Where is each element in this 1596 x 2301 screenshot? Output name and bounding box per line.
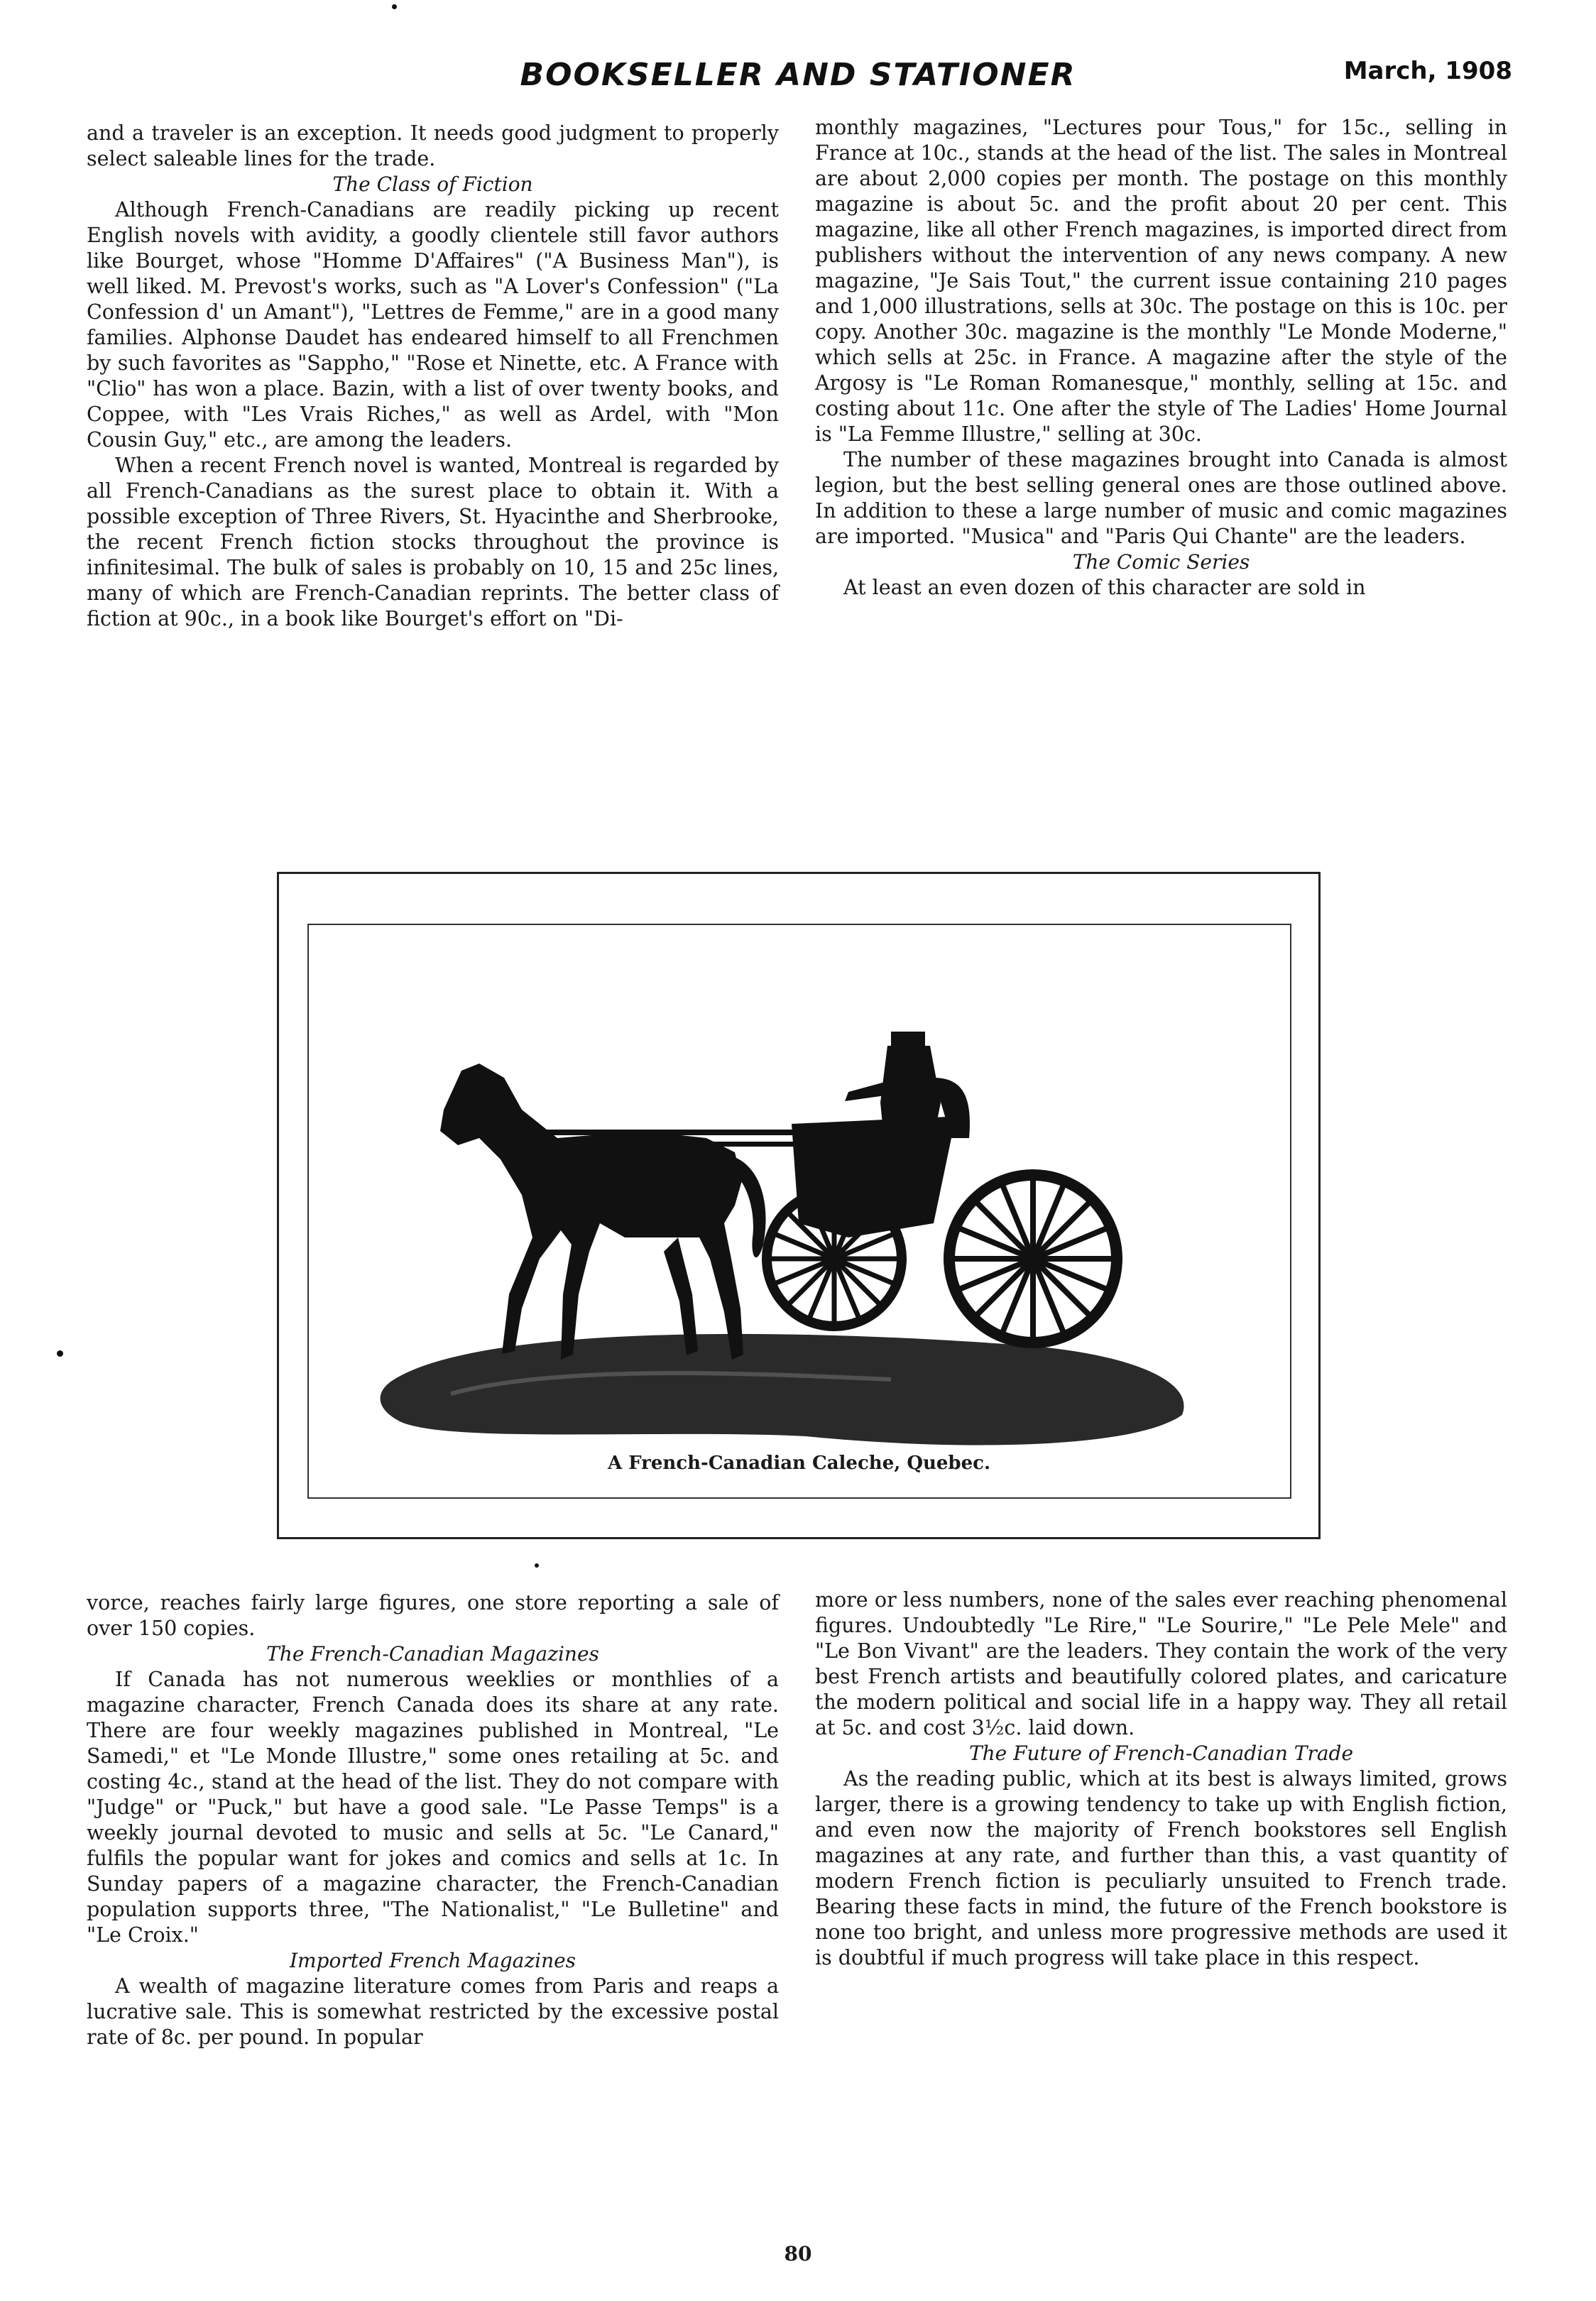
figure-photo (307, 924, 1291, 1499)
section-heading: The Future of French-Canadian Trade (968, 1742, 1354, 1765)
paragraph: more or less numbers, none of the sales ever reaching phenomenal figures. Undoubtedly "Le Rire," "Le Sourire," "Le Pele Mele" and "Le Bon Vivant" are the leaders. They contain the work of the very best French artists and beautifully colored plates, and caricature the modern political and social life in a happy way. They all retail at 5c. and cost 3½c. laid down. (815, 1588, 1507, 1739)
paragraph: When a recent French novel is wanted, Montreal is regarded by all French-Canadians as the surest place to obtain it. With a possible exception of Three Rivers, St. Hyacinthe and Sherbrooke, the recent French fiction stocks throughout the province is infinitesimal. The bulk of sales is probably on 10, 15 and 25c lines, many of which are French-Canadian reprints. The better class of fiction at 90c., in a book like Bourget's effort on "Di- (87, 454, 779, 630)
paragraph: Although French-Canadians are readily picking up recent English novels with avidity, a goodly clientele still favor authors like Bourget, whose "Homme D'Affaires" ("A Business Man"), is well liked. M. Prevost's works, such as "A Lover's Confession" ("La Confession d' un Amant"), "Lettres de Femme," are in a good many families. Alphonse Daudet has endeared himself to all Frenchmen by such favorites as "Sappho," "Rose et Ninette, etc. A France with "Clio" has won a place. Bazin, with a list of over twenty books, and Coppee, with "Les Vrais Riches," as well as Ardel, with "Mon Cousin Guy," etc., are among the leaders. (87, 198, 779, 452)
section-heading: The Comic Series (1072, 550, 1250, 574)
column-top-right (815, 115, 1507, 601)
caleche-illustration (309, 925, 1290, 1497)
section-heading: The French-Canadian Magazines (266, 1642, 599, 1666)
paragraph: As the reading public, which at its best is always limited, grows larger, there is a growing tendency to take up with English fiction, and even now the majority of French bookstores sell English magazines at any rate, and further than this, a vast quantity of modern French fiction is peculiarly unsuited to French trade. Bearing these facts in mind, the future of the French bookstore is none too bright, and unless more progressive methods are used it is doubtful if much progress will take place in this respect. (815, 1767, 1507, 1969)
print-speck (392, 4, 397, 9)
column-top-left (87, 121, 779, 632)
page-number: 80 (784, 2242, 812, 2266)
paragraph: A wealth of magazine literature comes from Paris and reaps a lucrative sale. This is somewhat restricted by the excessive postal rate of 8c. per pound. In popular (87, 1974, 779, 2049)
running-header-date: March, 1908 (1343, 57, 1512, 85)
running-header-title: BOOKSELLER AND STATIONER (520, 57, 1076, 93)
section-heading: Imported French Magazines (289, 1949, 576, 1972)
paragraph: The number of these magazines brought into Canada is almost legion, but the best selling general ones are those outlined above. In addition to these a large number of music and comic magazines are imported. "Musica" and "Paris Qui Chante" are the leaders. (815, 448, 1507, 548)
paragraph: At least an even dozen of this character are sold in (843, 576, 1366, 599)
figure-caleche (277, 872, 1321, 1539)
paragraph: and a traveler is an exception. It needs good judgment to properly select saleable lines for the trade. (87, 121, 779, 170)
section-heading: The Class of Fiction (332, 173, 533, 196)
figure-caption: A French-Canadian Caleche, Quebec. (607, 1453, 991, 1474)
print-speck (535, 1563, 539, 1568)
column-bottom-left (87, 1590, 779, 2050)
column-bottom-right (815, 1587, 1507, 1971)
paragraph: monthly magazines, "Lectures pour Tous," for 15c., selling in France at 10c., stands at the head of the list. The sales in Montreal are about 2,000 copies per month. The postage on this monthly magazine is about 5c. and the profit about 20 per cent. This magazine, like all other French magazines, is imported direct from publishers without the intervention of any news company. A new magazine, "Je Sais Tout," the current issue containing 210 pages and 1,000 illustrations, sells at 30c. The postage on this is 10c. per copy. Another 30c. magazine is the monthly "Le Monde Moderne," which sells at 25c. in France. A magazine after the style of the Argosy is "Le Roman Romanesque," monthly, selling at 15c. and costing about 11c. One after the style of The Ladies' Home Journal is "La Femme Illustre," selling at 30c. (815, 116, 1507, 446)
paragraph: vorce, reaches fairly large figures, one store reporting a sale of over 150 copies. (87, 1591, 779, 1640)
print-speck (57, 1350, 63, 1357)
paragraph: If Canada has not numerous weeklies or monthlies of a magazine character, French Canada does its share at any rate. There are four weekly magazines published in Montreal, "Le Samedi," et "Le Monde Illustre," some ones retailing at 5c. and costing 4c., stand at the head of the list. They do not compare with "Judge" or "Puck," but have a good sale. "Le Passe Temps" is a weekly journal devoted to music and sells at 5c. "Le Canard," fulfils the popular want for jokes and comics and sells at 1c. In Sunday papers of a magazine character, the French-Canadian population supports three, "The Nationalist," "Le Bulletine" and "Le Croix." (87, 1668, 779, 1947)
